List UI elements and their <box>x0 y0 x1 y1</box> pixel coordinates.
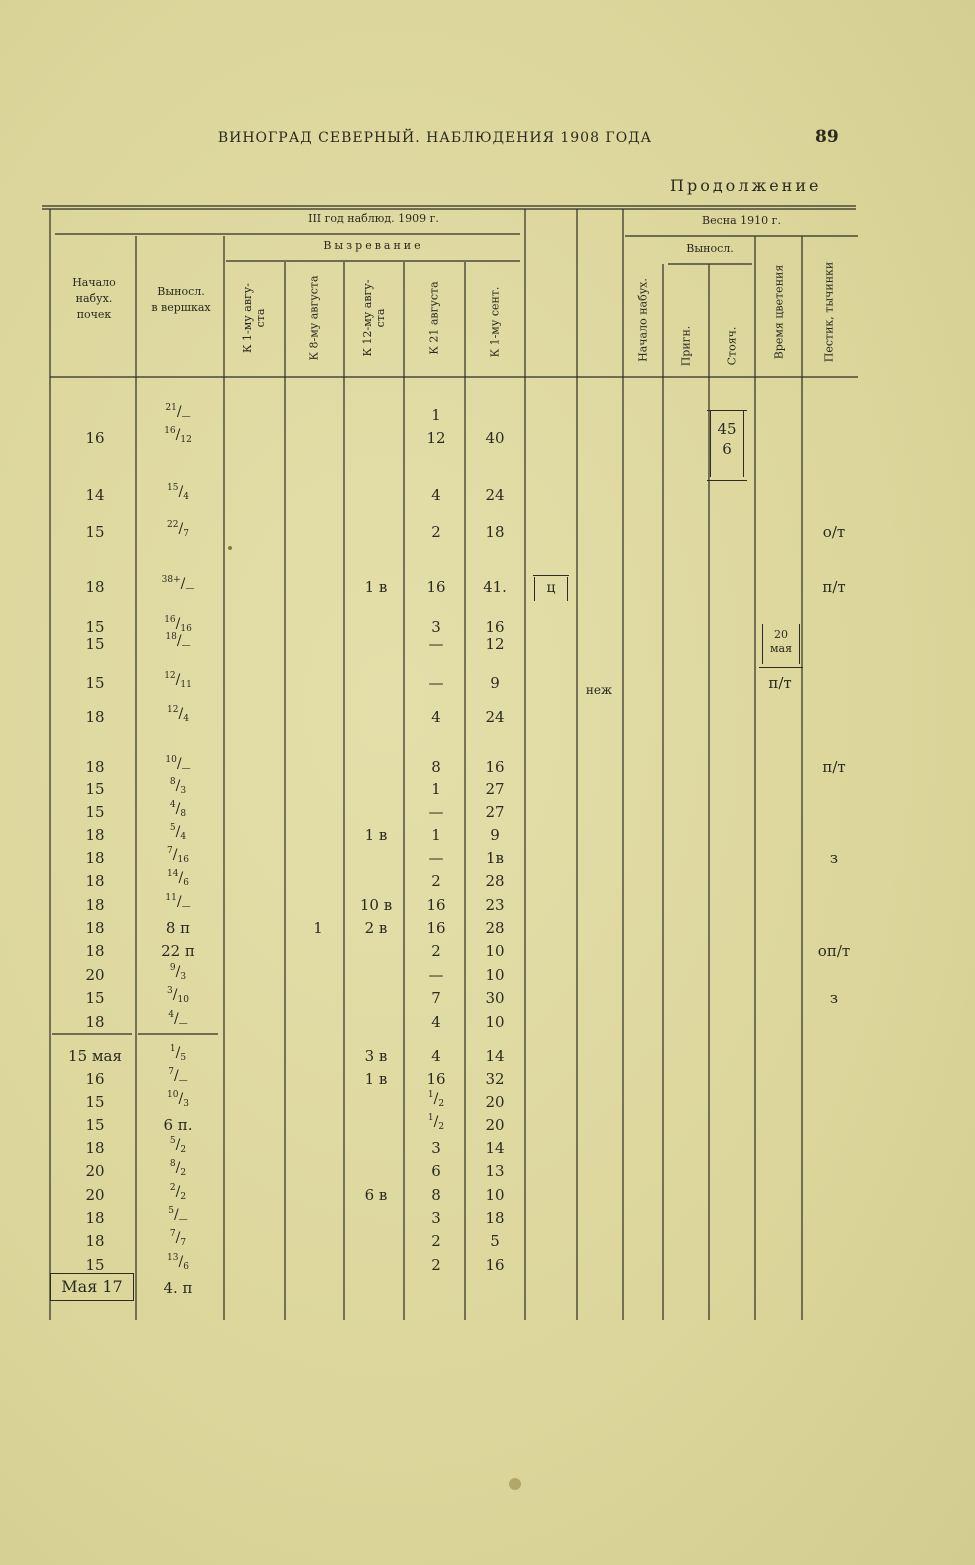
aug21-cell: 16 <box>426 1070 446 1088</box>
pistil-stamens-header: Пестик, тычинки <box>822 261 836 363</box>
aug21-cell: 4 <box>431 1047 441 1065</box>
aug21-cell: 2 <box>431 872 441 890</box>
standing-box-bottom: 6 <box>722 440 732 458</box>
budbreak-cell: 15 <box>85 674 105 692</box>
sep1-cell: 28 <box>485 872 505 890</box>
paper-speck <box>509 1478 521 1490</box>
sep1-cell: 13 <box>485 1162 505 1180</box>
budbreak-cell: 20 <box>85 966 105 984</box>
endurance-cell: $^4/_8$ <box>169 800 187 819</box>
sep1-cell: 24 <box>485 486 505 504</box>
endurance-cell: 8 п <box>165 919 191 937</box>
endurance-cell: $^{16}/_{12}$ <box>164 426 192 445</box>
budbreak-cell: 15 <box>85 523 105 541</box>
budbreak-cell: 15 <box>85 803 105 821</box>
endurance-cell: $^{11}/_—$ <box>165 893 191 912</box>
budbreak-cell: 15 <box>85 780 105 798</box>
sep1-cell: 23 <box>485 896 505 914</box>
sep1-cell: 20 <box>485 1116 505 1134</box>
endurance-cell: $^{10}/_—$ <box>165 755 191 774</box>
endurance-cell: $^8/_2$ <box>169 1159 187 1178</box>
endurance-cell: $^{18}/_—$ <box>165 632 191 651</box>
endurance-header-line-1: Выносл. <box>157 285 205 298</box>
budbreak-cell: 18 <box>85 578 105 596</box>
standing-box <box>710 411 744 477</box>
aug12-header <box>361 280 387 357</box>
aug21-cell: 16 <box>426 919 446 937</box>
endurance-cell: $^{10}/_3$ <box>167 1090 189 1109</box>
budbreak-cell: 15 мая <box>68 1047 122 1065</box>
group-spring-header: Весна 1910 г. <box>702 214 781 227</box>
endurance-cell: $^7/_7$ <box>169 1229 187 1248</box>
sep1-cell: 10 <box>485 1186 505 1204</box>
aug21-cell: 12 <box>426 429 446 447</box>
endurance-cell: $^9/_3$ <box>169 963 187 982</box>
standing-box-top: 45 <box>717 420 737 438</box>
aug21-cell: — <box>428 635 444 653</box>
budbreak-cell: 15 <box>85 1256 105 1274</box>
aug21-cell: — <box>428 849 444 867</box>
sep1-cell: 32 <box>485 1070 505 1088</box>
sep1-cell: 10 <box>485 1013 505 1031</box>
sep1-cell: 9 <box>490 826 500 844</box>
sep1-cell: 16 <box>485 758 505 776</box>
endurance-cell: $^7/_—$ <box>168 1067 188 1086</box>
budbreak-cell: 18 <box>85 708 105 726</box>
aug21-cell: — <box>428 966 444 984</box>
aug21-cell: 1 <box>431 780 441 798</box>
endurance-cell: $^{16}/_{16}$ <box>164 615 192 634</box>
sep1-cell: 41. <box>483 578 507 596</box>
ripening-header: Вызревание <box>323 239 424 252</box>
aug21-cell: $^1/_2$ <box>427 1113 445 1132</box>
aug12-cell: 6 в <box>364 1186 388 1204</box>
endurance-header-line-2: в вершках <box>151 300 211 314</box>
sep1-cell: 18 <box>485 1209 505 1227</box>
endurance-cell: $^2/_2$ <box>169 1183 187 1202</box>
sep1-cell: 28 <box>485 919 505 937</box>
aug21-cell: 7 <box>431 989 441 1007</box>
sep1-cell: 24 <box>485 708 505 726</box>
budbreak-cell: 18 <box>85 872 105 890</box>
spring-endurance-header: Выносл. <box>686 242 734 255</box>
budbreak-cell: 15 <box>85 618 105 636</box>
col10-note: неж <box>585 683 613 697</box>
budbreak-cell: 16 <box>85 1070 105 1088</box>
aug21-cell: 4 <box>431 486 441 504</box>
endurance-cell: $^{13}/_6$ <box>167 1253 189 1272</box>
budbreak-cell: 20 <box>85 1186 105 1204</box>
budbreak-cell: 18 <box>85 758 105 776</box>
aug8-cell: 1 <box>313 919 323 937</box>
running-title: ВИНОГРАД СЕВЕРНЫЙ. НАБЛЮДЕНИЯ 1908 ГОДА <box>217 130 653 146</box>
sep1-cell: 40 <box>485 429 505 447</box>
endurance-cell: $^4/_—$ <box>168 1010 188 1029</box>
aug21-cell: 2 <box>431 942 441 960</box>
endurance-cell: $^5/_2$ <box>169 1136 187 1155</box>
aug21-cell: $^1/_2$ <box>427 1090 445 1109</box>
sep1-cell: 12 <box>485 635 505 653</box>
sep1-cell: 5 <box>490 1232 500 1250</box>
budbreak-cell: 20 <box>85 1162 105 1180</box>
sep1-cell: 14 <box>485 1139 505 1157</box>
flowering-box <box>762 624 800 664</box>
endurance-cell: $^1/_5$ <box>169 1044 187 1063</box>
group-iii-header: III год наблюд. 1909 г. <box>308 212 439 225</box>
endurance-cell: 22 п <box>161 942 195 960</box>
endurance-cell: $^8/_3$ <box>169 777 187 796</box>
bent-header: Пригн. <box>679 325 693 367</box>
flowering-box-day: 20 <box>774 628 788 641</box>
endurance-cell: $^5/_4$ <box>169 823 187 842</box>
aug12-header-line-1: К 12-му авгу- <box>360 279 374 357</box>
sep1-cell: 20 <box>485 1093 505 1111</box>
aug12-cell: 1 в <box>364 578 388 596</box>
budbreak-cell: 18 <box>85 1209 105 1227</box>
aug21-cell: 6 <box>431 1162 441 1180</box>
standing-header: Стояч. <box>725 326 739 366</box>
endurance-cell: $^{22}/_7$ <box>167 520 189 539</box>
endurance-cell: $^{12}/_4$ <box>167 705 189 724</box>
aug12-header-line-2: ста <box>374 308 387 328</box>
budbreak-cell: 18 <box>85 1139 105 1157</box>
aug21-cell: 2 <box>431 1256 441 1274</box>
col9-box: ц <box>534 577 568 601</box>
spring-budbreak-header: Начало набух. <box>636 278 650 362</box>
endurance-cell: 4. п <box>163 1279 193 1297</box>
aug21-cell: 2 <box>431 1232 441 1250</box>
budbreak-cell: 15 <box>85 635 105 653</box>
aug21-cell: 1 <box>431 406 441 424</box>
budbreak-cell: 15 <box>85 1116 105 1134</box>
budbreak-cell: 18 <box>85 826 105 844</box>
budbreak-cell: 18 <box>85 849 105 867</box>
aug1-header <box>241 283 267 353</box>
budbreak-cell: 18 <box>85 919 105 937</box>
sep1-cell: 16 <box>485 1256 505 1274</box>
aug21-cell: 3 <box>431 618 441 636</box>
paper-speck <box>228 546 232 550</box>
aug21-cell: 2 <box>431 523 441 541</box>
endurance-cell: $^{21}/_—$ <box>165 403 191 422</box>
aug12-cell: 1 в <box>364 826 388 844</box>
endurance-cell: $^3/_{10}$ <box>167 986 189 1005</box>
aug1-header-line-1: К 1-му авгу- <box>240 283 254 353</box>
sep1-cell: 18 <box>485 523 505 541</box>
aug12-cell: 2 в <box>364 919 388 937</box>
budbreak-cell: 15 <box>85 1093 105 1111</box>
continued-label: Продолжение <box>670 176 822 195</box>
pistil-cell: о/т <box>822 523 846 541</box>
budbreak-cell: 15 <box>85 989 105 1007</box>
budbreak-cell: 18 <box>85 896 105 914</box>
budbreak-cell: 14 <box>85 486 105 504</box>
budbreak-cell: 18 <box>85 1232 105 1250</box>
aug12-cell: 10 в <box>359 896 393 914</box>
flowering-time-header: Время цветения <box>772 264 786 360</box>
pistil-cell: п/т <box>822 758 846 776</box>
aug1-header-line-2: ста <box>254 308 267 328</box>
endurance-cell: $^{12}/_{11}$ <box>164 671 192 690</box>
budbreak-header-line-3: почек <box>76 307 112 321</box>
aug21-cell: 16 <box>426 578 446 596</box>
sep1-cell: 10 <box>485 942 505 960</box>
aug21-cell: 8 <box>431 758 441 776</box>
aug21-cell: 4 <box>431 708 441 726</box>
flowering-box-month: мая <box>769 642 793 655</box>
sep1-cell: 16 <box>485 618 505 636</box>
aug21-cell: — <box>428 674 444 692</box>
aug21-cell: 8 <box>431 1186 441 1204</box>
aug21-header: К 21 августа <box>427 281 441 355</box>
aug21-cell: 16 <box>426 896 446 914</box>
aug21-cell: 4 <box>431 1013 441 1031</box>
budbreak-header <box>52 275 136 323</box>
endurance-cell: $^{14}/_6$ <box>167 869 189 888</box>
endurance-cell: $^7/_{16}$ <box>167 846 189 865</box>
budbreak-header-line-2: набух. <box>75 291 113 305</box>
aug8-header: К 8-му августа <box>307 275 321 361</box>
endurance-header <box>138 284 224 316</box>
pistil-cell: з <box>829 989 839 1007</box>
aug12-cell: 1 в <box>364 1070 388 1088</box>
endurance-cell: $^{38+}/_—$ <box>161 575 195 594</box>
budbreak-cell: 18 <box>85 1013 105 1031</box>
sep1-header: К 1-му сент. <box>488 286 502 358</box>
endurance-cell: 6 п. <box>163 1116 193 1134</box>
pistil-cell: з <box>829 849 839 867</box>
aug21-cell: 3 <box>431 1139 441 1157</box>
sep1-cell: 14 <box>485 1047 505 1065</box>
pistil-cell: оп/т <box>817 942 851 960</box>
flowering-note: п/т <box>768 674 792 692</box>
sep1-cell: 30 <box>485 989 505 1007</box>
sep1-cell: 1в <box>486 849 504 867</box>
aug12-cell: 3 в <box>364 1047 388 1065</box>
endurance-cell: $^{15}/_4$ <box>167 483 189 502</box>
aug21-cell: 3 <box>431 1209 441 1227</box>
endurance-cell: $^5/_—$ <box>168 1206 188 1225</box>
sep1-cell: 10 <box>485 966 505 984</box>
sep1-cell: 27 <box>485 803 505 821</box>
sep1-cell: 9 <box>490 674 500 692</box>
aug21-cell: 1 <box>431 826 441 844</box>
sep1-cell: 27 <box>485 780 505 798</box>
budbreak-cell: 16 <box>85 429 105 447</box>
budbreak-cell-boxed: Мая 17 <box>50 1273 134 1301</box>
pistil-cell: п/т <box>822 578 846 596</box>
page-number: 89 <box>815 127 839 147</box>
aug21-cell: — <box>428 803 444 821</box>
budbreak-header-line-1: Начало <box>72 276 116 289</box>
budbreak-cell: 18 <box>85 942 105 960</box>
